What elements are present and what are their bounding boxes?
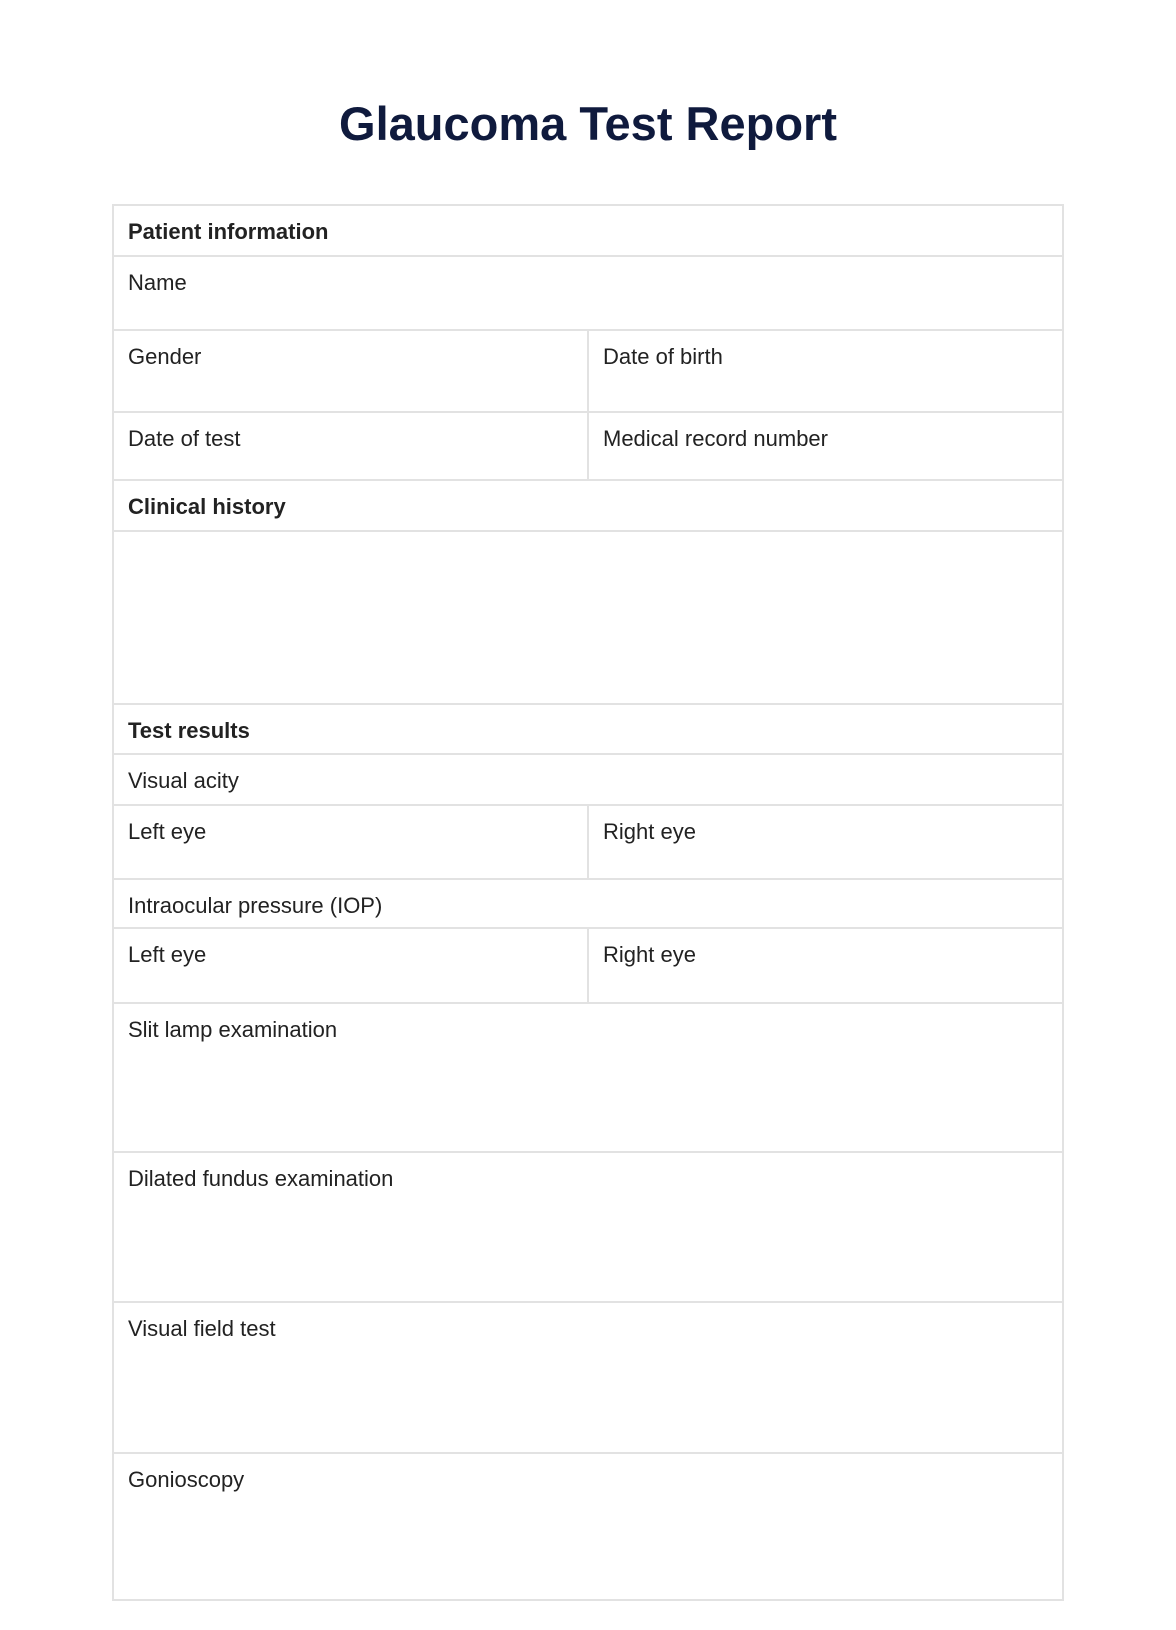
clinical-history-heading: Clinical history xyxy=(128,494,286,519)
va-right-eye-field[interactable]: Right eye xyxy=(587,806,1062,878)
date-of-test-field[interactable]: Date of test xyxy=(128,426,241,451)
gonioscopy-field[interactable]: Gonioscopy xyxy=(128,1467,245,1492)
clinical-history-field[interactable] xyxy=(114,532,1062,703)
gender-dob-row xyxy=(114,329,1062,411)
test-results-heading: Test results xyxy=(128,718,250,743)
patient-info-heading-row xyxy=(114,206,1062,255)
va-left-eye-field[interactable]: Left eye xyxy=(128,819,207,844)
fundus-row xyxy=(114,1151,1062,1301)
clinical-history-heading-row xyxy=(114,479,1062,530)
gender-field[interactable]: Gender xyxy=(128,344,202,369)
page-title: Glaucoma Test Report xyxy=(339,97,837,150)
clinical-history-row xyxy=(114,530,1062,703)
visual-acuity-eyes-row xyxy=(114,804,1062,878)
name-field[interactable]: Name xyxy=(128,270,187,295)
visual-field-field[interactable]: Visual field test xyxy=(128,1316,276,1341)
test-results-heading-row xyxy=(114,703,1062,753)
iop-row xyxy=(114,878,1062,927)
slit-lamp-row xyxy=(114,1002,1062,1151)
dob-field[interactable]: Date of birth xyxy=(587,331,1062,411)
iop-right-eye-field[interactable]: Right eye xyxy=(587,929,1062,1002)
fundus-field[interactable]: Dilated fundus examination xyxy=(128,1166,394,1191)
slit-lamp-field[interactable]: Slit lamp examination xyxy=(128,1017,338,1042)
visual-acuity-row xyxy=(114,753,1062,804)
mrn-field[interactable]: Medical record number xyxy=(587,413,1062,479)
iop-label: Intraocular pressure (IOP) xyxy=(128,893,383,918)
test-date-mrn-row xyxy=(114,411,1062,479)
patient-info-heading: Patient information xyxy=(128,219,329,244)
iop-eyes-row xyxy=(114,927,1062,1002)
visual-field-row xyxy=(114,1301,1062,1452)
gonioscopy-row xyxy=(114,1452,1062,1599)
iop-left-eye-field[interactable]: Left eye xyxy=(128,942,207,967)
name-row xyxy=(114,255,1062,329)
visual-acuity-label: Visual acity xyxy=(128,768,239,793)
report-form xyxy=(112,204,1064,1601)
